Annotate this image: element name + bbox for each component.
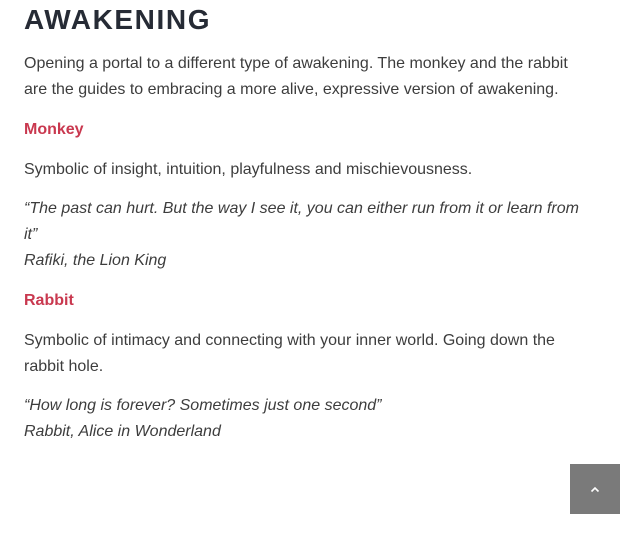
- quote-block-monkey: [24, 196, 594, 274]
- quote-attribution: Rabbit, Alice in Wonderland: [24, 423, 221, 440]
- section-description-rabbit: Symbolic of intimacy and connecting with your inner world. Going down the rabbit hole.: [24, 332, 555, 375]
- scroll-to-top-button[interactable]: [570, 464, 620, 514]
- quote-text: “How long is forever? Sometimes just one second”: [24, 397, 382, 414]
- section-heading-rabbit: Rabbit: [24, 292, 74, 309]
- quote-block-rabbit: [24, 393, 594, 445]
- section-heading-monkey: Monkey: [24, 121, 84, 138]
- section-description-monkey: Symbolic of insight, intuition, playfulness and mischievousness.: [24, 161, 473, 178]
- page-title: AWAKENING: [24, 4, 212, 35]
- quote-text: “The past can hurt. But the way I see it, you can either run from it or learn from it”: [24, 200, 579, 243]
- article-content: [24, 0, 594, 445]
- quote-attribution: Rafiki, the Lion King: [24, 252, 167, 269]
- chevron-up-icon: [590, 486, 600, 493]
- intro-paragraph: Opening a portal to a different type of awakening. The monkey and the rabbit are the guides to embracing a more alive, expressive version of awakening.: [24, 55, 568, 98]
